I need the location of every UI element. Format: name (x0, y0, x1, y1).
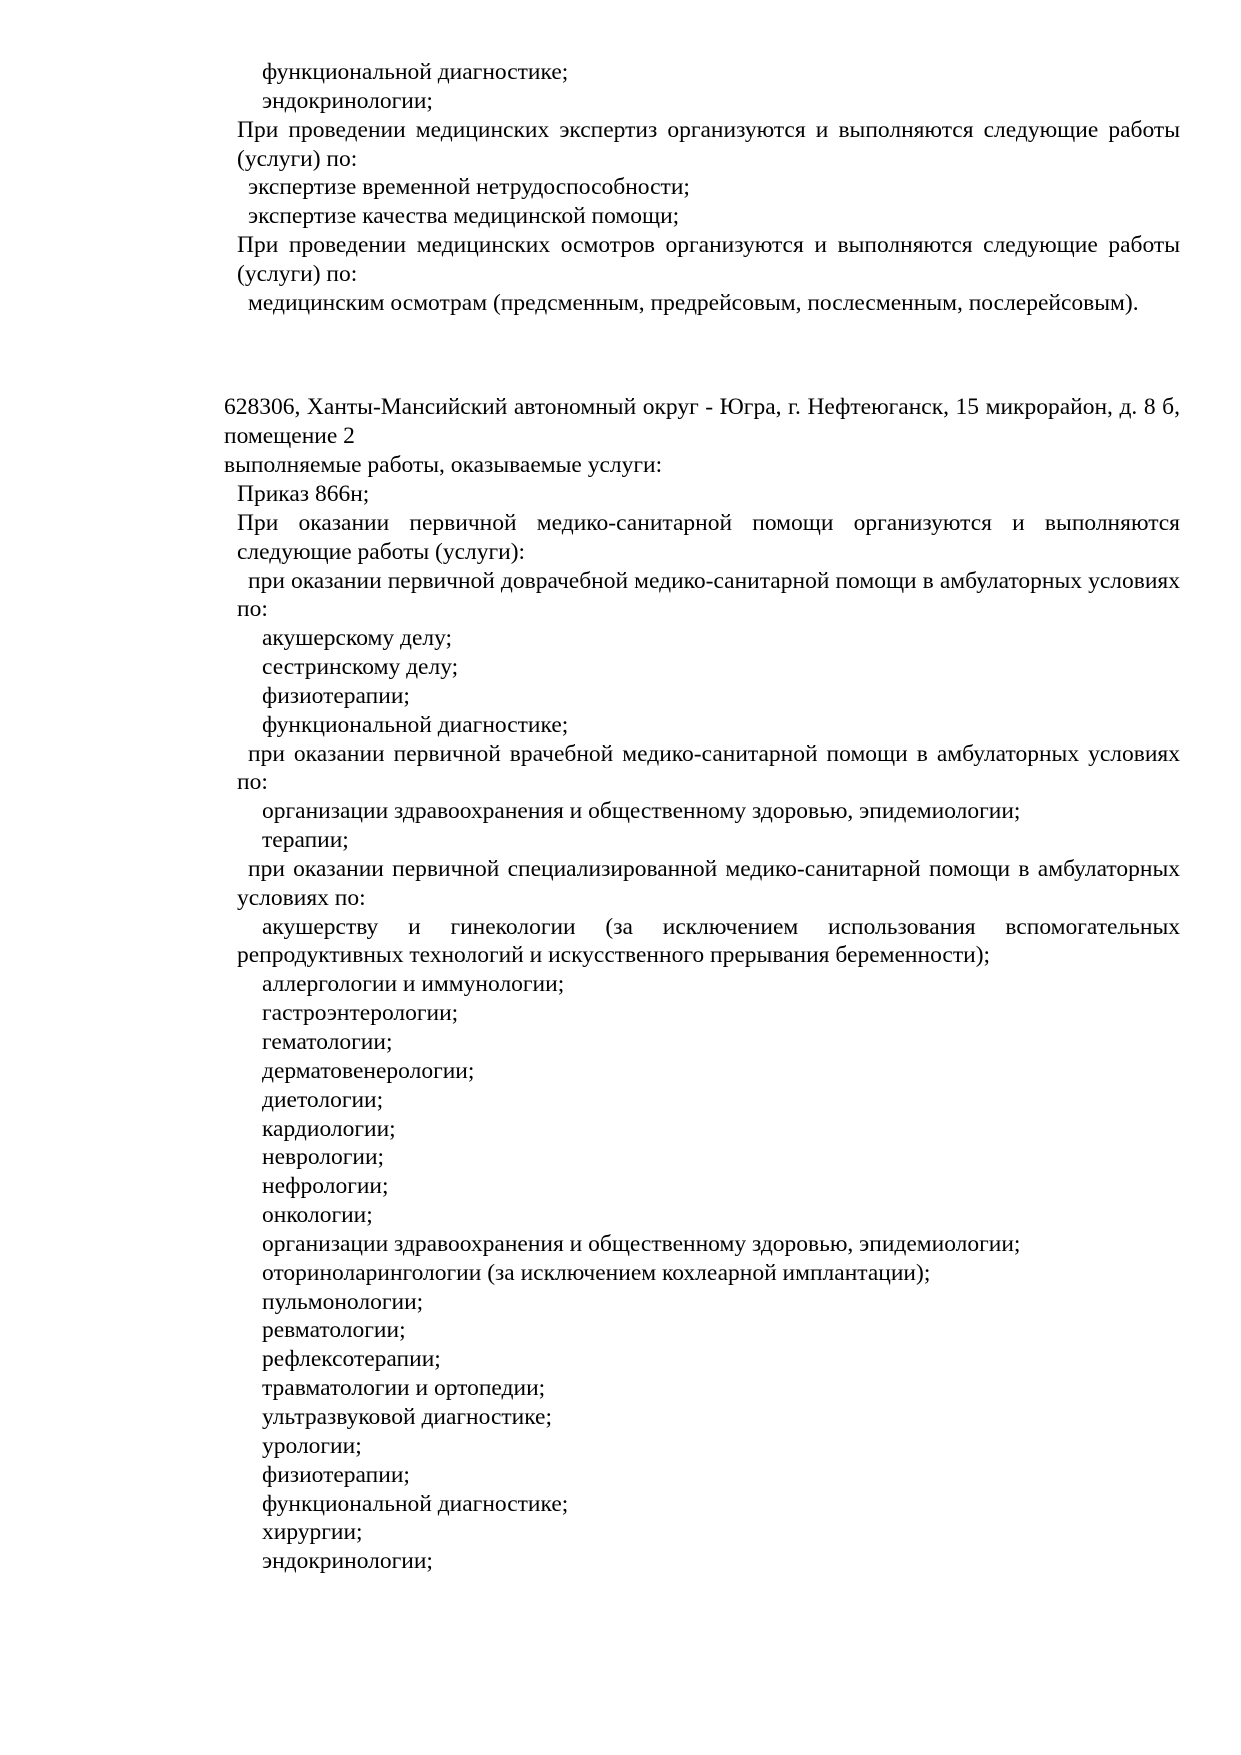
list-item: рефлексотерапии; (262, 1346, 441, 1373)
address-paragraph: выполняемые работы, оказываемые услуги: (224, 452, 663, 479)
document-page (224, 58, 1180, 1576)
paragraph: При оказании первичной медико-санитарной помощи организуются и выполняются следующие работы (услуги): (237, 509, 1180, 565)
list-item: кардиологии; (262, 1115, 396, 1142)
list-item: акушерскому делу; (262, 625, 453, 652)
list-item: ревматологии; (262, 1317, 406, 1344)
list-item: физиотерапии; (262, 682, 410, 709)
list-item: функциональной диагностике; (262, 711, 569, 738)
list-item: травматологии и ортопедии; (262, 1375, 546, 1402)
paragraph: При проведении медицинских экспертиз организуются и выполняются следующие работы (услуги) по: (237, 116, 1180, 172)
list-item: акушерству и гинекологии (за исключением использования вспомогательных репродуктивных технологий и искусственного прерывания беременности); (237, 913, 1180, 969)
paragraph: Приказ 866н; (237, 480, 370, 507)
list-item: урологии; (262, 1432, 362, 1459)
list-item: пульмонологии; (262, 1288, 424, 1315)
list-item: диетологии; (262, 1086, 384, 1113)
list-item: оториноларингологии (за исключением кохлеарной имплантации); (262, 1259, 931, 1286)
paragraph: При проведении медицинских осмотров организуются и выполняются следующие работы (услуги) по: (237, 232, 1180, 287)
list-item: дерматовенерологии; (262, 1057, 475, 1084)
list-item: гематологии; (262, 1029, 393, 1055)
paragraph: медицинским осмотрам (предсменным, предрейсовым, послесменным, послерейсовым). (248, 289, 1139, 316)
address-paragraph: 628306, Ханты-Мансийский автономный округ - Югра, г. Нефтеюганск, 15 микрорайон, д. 8 б, помещение 2 (224, 394, 1180, 450)
paragraph: экспертизе качества медицинской помощи; (248, 203, 680, 230)
paragraph: при оказании первичной доврачебной медико-санитарной помощи в амбулаторных условиях по: (237, 567, 1180, 623)
list-item: нефрологии; (262, 1173, 389, 1200)
paragraph: при оказании первичной врачебной медико-санитарной помощи в амбулаторных условиях по: (237, 740, 1180, 796)
paragraph: экспертизе временной нетрудоспособности; (248, 174, 690, 201)
list-item: гастроэнтерологии; (262, 1000, 459, 1027)
list-item: эндокринологии; (262, 87, 433, 114)
list-item: функциональной диагностике; (262, 59, 569, 85)
list-item: организации здравоохранения и общественному здоровью, эпидемиологии; (262, 1230, 1021, 1257)
paragraph: при оказании первичной специализированной медико-санитарной помощи в амбулаторных условиях по: (237, 855, 1180, 911)
list-item: функциональной диагностике; (262, 1490, 569, 1517)
list-item: неврологии; (262, 1144, 385, 1171)
list-item: ультразвуковой диагностике; (262, 1403, 553, 1430)
list-item: эндокринологии; (262, 1548, 433, 1575)
list-item: терапии; (262, 827, 349, 854)
blank-line (237, 341, 1180, 370)
list-item: физиотерапии; (262, 1461, 410, 1488)
list-item: аллергологии и иммунологии; (262, 971, 565, 998)
list-item: сестринскому делу; (262, 654, 459, 681)
list-item: организации здравоохранения и общественному здоровью, эпидемиологии; (262, 798, 1021, 825)
list-item: хирургии; (262, 1519, 363, 1546)
list-item: онкологии; (262, 1202, 373, 1229)
